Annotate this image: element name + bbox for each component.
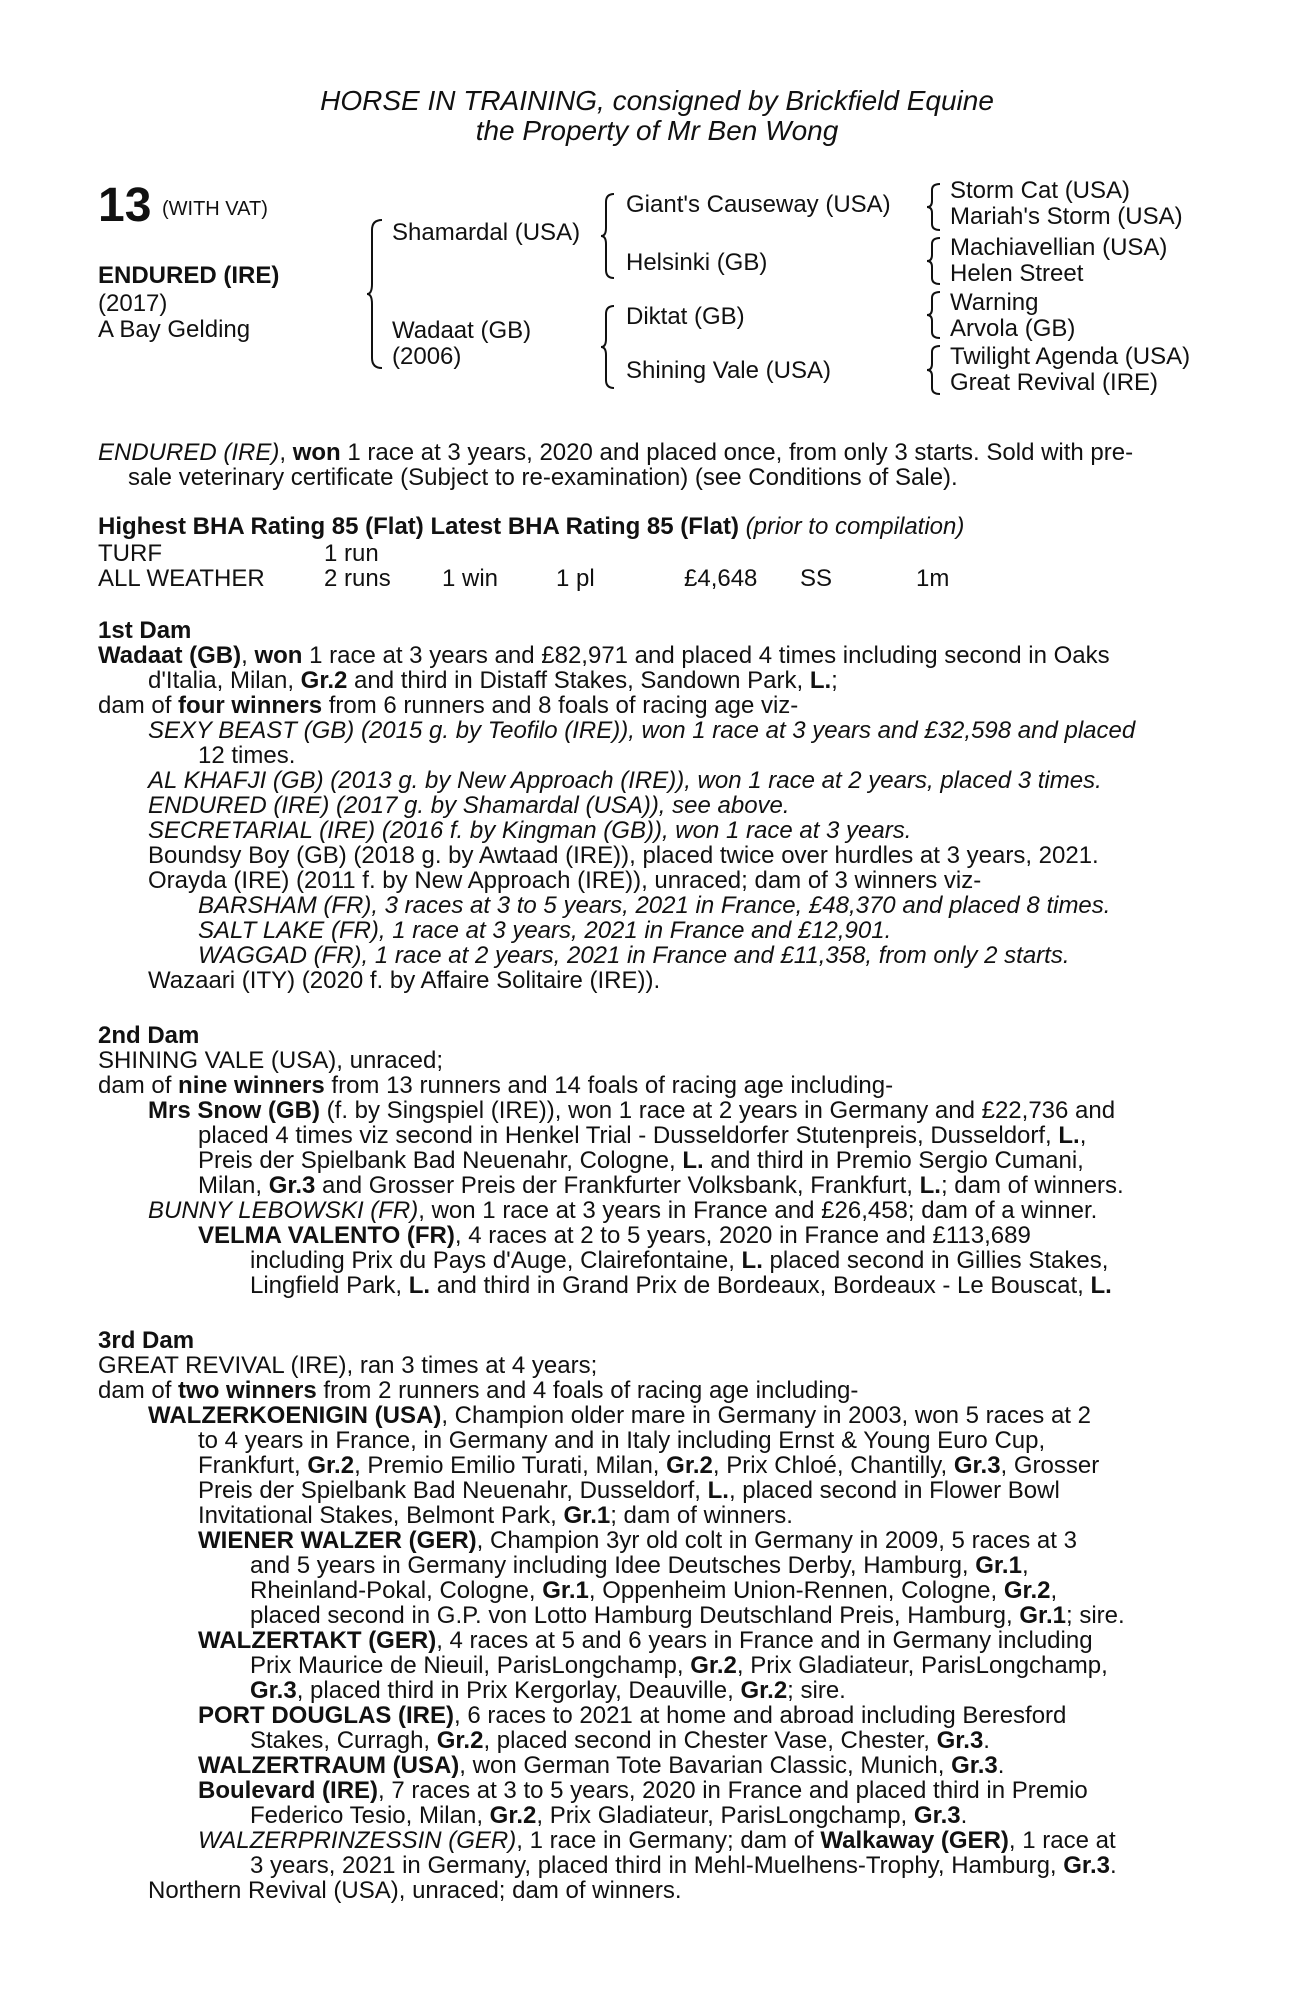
port-douglas-text-2b: , placed second in Chester Vase, Chester, [483,1727,937,1754]
port-douglas-period: . [983,1727,990,1754]
velma-valento-listed-2: L. [408,1272,431,1299]
wiener-walzer-gr2: Gr.2 [1003,1577,1051,1604]
first-dam-winners: four winners [178,692,323,719]
pedigree-g2: Mariah's Storm (USA) [950,203,1183,230]
northern-revival-line: Northern Revival (USA), unraced; dam of winners. [148,1877,682,1904]
walzertakt-line-1 [198,1628,1093,1653]
walzerprinzessin-period: . [1109,1852,1117,1879]
third-dam-heading: 3rd Dam [98,1327,195,1354]
pedigree-g1: Storm Cat (USA) [950,177,1131,204]
mrs-snow-listed-3: L. [919,1172,941,1199]
walzerkoenigin-text-3c: , Prix Chloé, Chantilly, [712,1452,954,1479]
wiener-walzer-line-3: Rheinland-Pokal, Cologne, Gr.1, Oppenheim Union-Rennen, Cologne, Gr.2, [250,1577,1058,1604]
first-dam-won: won [254,642,303,669]
first-dam-text-2b: and third in Distaff Stakes, Sandown Park, [347,667,810,694]
wiener-walzer-gr1-c: Gr.1 [1019,1602,1067,1629]
walzerkoenigin-text-3d: , Grosser [1000,1452,1100,1479]
walzertakt-text-2a: Prix Maurice de Nieuil, ParisLongchamp, [250,1652,691,1679]
boulevard-text-1: , 7 races at 3 to 5 years, 2020 in France and placed third in Premio [378,1777,1088,1804]
mrs-snow-text-1: (f. by Singspiel (IRE)), won 1 race at 2 years in Germany and £22,736 and [320,1097,1116,1124]
walzerkoenigin-line-4 [198,1478,1060,1503]
third-dam-text-2c: from 2 runners and 4 foals of racing age including- [316,1377,859,1404]
velma-valento-text-3b: and third in Grand Prix de Bordeaux, Bordeaux - Le Bouscat, [430,1272,1091,1299]
first-dam-line-2 [148,668,838,693]
wiener-walzer-text-2: and 5 years in Germany including Idee Deutsches Derby, Hamburg, [250,1552,976,1579]
walzerprinzessin-text-1c: , 1 race at [1008,1827,1116,1854]
first-dam-gr2: Gr.2 [300,667,348,694]
first-dam-text-2c: ; [831,667,838,694]
rating-note: (prior to compilation) [745,513,965,540]
walzerkoenigin-listed: L. [707,1477,729,1504]
pedigree-g5: Warning [950,289,1039,316]
pedigree-dam-dam: Shining Vale (USA) [626,357,831,384]
third-dam-line-1: GREAT REVIVAL (IRE), ran 3 times at 4 years; [98,1352,598,1379]
first-dam-line-1: Wadaat (GB), won 1 race at 3 years and £82,971 and placed 4 times including second in Oaks [98,642,1110,669]
horse-name: ENDURED (IRE) [98,262,280,289]
pedigree-g4: Helen Street [950,260,1084,287]
walzerkoenigin-line-1 [148,1403,1091,1428]
port-douglas-line-1 [198,1703,1066,1728]
walzerprinzessin-line-2 [250,1853,1117,1878]
aw-placed: 1 pl [556,565,595,592]
first-dam-line-3 [98,693,798,718]
walzertakt-gr2-b: Gr.2 [740,1677,788,1704]
pedigree-brace-main [366,218,386,370]
aw-label: ALL WEATHER [98,565,265,592]
walzertakt-text-3b: ; sire. [787,1677,846,1704]
walzertakt-text-3a: , placed third in Prix Kergorlay, Deauville, [296,1677,741,1704]
velma-valento-text-3a: Lingfield Park, [250,1272,409,1299]
mrs-snow-line-4 [198,1173,1124,1198]
horse-year: (2017) [98,290,168,317]
wiener-walzer-gr1-b: Gr.1 [542,1577,589,1604]
rating-heading-line [98,514,964,539]
wiener-walzer-line-4 [250,1603,1125,1628]
walzerprinzessin-text-1: , 1 race in Germany; dam of [516,1827,821,1854]
wiener-walzer-text-1: , Champion 3yr old colt in Germany in 2009, 5 races at 3 [476,1527,1077,1554]
walkaway-name: Walkaway (GER) [820,1827,1009,1854]
third-dam-winners: two winners [178,1377,317,1404]
mrs-snow-line-1 [148,1098,1115,1123]
walzerkoenigin-gr3: Gr.3 [953,1452,1001,1479]
walzerprinzessin-line-1 [198,1828,1116,1853]
produce-salt-lake: SALT LAKE (FR), 1 race at 3 years, 2021 in France and £12,901. [198,917,892,944]
boulevard-gr3: Gr.3 [913,1802,961,1829]
second-dam-heading: 2nd Dam [98,1022,200,1049]
port-douglas-name: PORT DOUGLAS (IRE) [198,1702,454,1729]
pedigree-sire-dam: Helsinki (GB) [626,249,768,276]
first-dam-text-1: 1 race at 3 years and £82,971 and placed 4 times including second in Oaks [302,642,1110,669]
pedigree-sire: Shamardal (USA) [392,219,581,246]
aw-surface: SS [800,565,833,592]
third-dam-line-2 [98,1378,858,1403]
aw-money: £4,648 [684,565,758,592]
bunny-lebowski-line [148,1198,1097,1223]
walzerprinzessin-name: WALZERPRINZESSIN (GER) [198,1827,517,1854]
walzertraum-line [198,1753,1004,1778]
walzertraum-gr3: Gr.3 [951,1752,998,1779]
boulevard-text-2b: , Prix Gladiateur, ParisLongchamp, [536,1802,914,1829]
walzerkoenigin-line-3 [198,1453,1099,1478]
pedigree-brace-g3 [926,290,944,340]
produce-orayda: Orayda (IRE) (2011 f. by New Approach (IRE)), unraced; dam of 3 winners viz- [148,867,982,894]
walzertakt-line-3 [250,1678,846,1703]
walzerkoenigin-text-4b: , placed second in Flower Bowl [728,1477,1060,1504]
walzertraum-period: . [997,1752,1005,1779]
mrs-snow-name: Mrs Snow (GB) [148,1097,320,1124]
walzerprinzessin-gr3: Gr.3 [1063,1852,1110,1879]
mrs-snow-listed-2: L. [682,1147,704,1174]
walzertakt-gr3: Gr.3 [250,1677,297,1704]
second-dam-line-2 [98,1073,893,1098]
mrs-snow-text-2: placed 4 times viz second in Henkel Trial - Dusseldorfer Stutenpreis, Dusseldorf, [198,1122,1059,1149]
horse-description: A Bay Gelding [98,316,251,343]
walzertakt-text-2b: , Prix Gladiateur, ParisLongchamp, [736,1652,1108,1679]
summary-text-1: 1 race at 3 years, 2020 and placed once, from only 3 starts. Sold with pre- [340,439,1134,466]
boulevard-line-2 [250,1803,967,1828]
aw-distance: 1m [916,565,950,592]
pedigree-g7: Twilight Agenda (USA) [950,343,1191,370]
velma-valento-line-1 [198,1223,1031,1248]
pedigree-g3: Machiavellian (USA) [950,234,1168,261]
third-dam-text-2a: dam of [98,1377,179,1404]
mrs-snow-text-4c: and Grosser Preis der Frankfurter Volksbank, Frankfurt, [315,1172,920,1199]
walzerkoenigin-line-5 [198,1503,793,1528]
pedigree-dam: Wadaat (GB) [392,317,532,344]
pedigree-brace-dam [600,304,618,390]
first-dam-listed: L. [809,667,832,694]
velma-valento-listed-3: L. [1090,1272,1112,1299]
walzerkoenigin-text-1: , Champion older mare in Germany in 2003, won 5 races at 2 [441,1402,1091,1429]
walzerprinzessin-text-2: 3 years, 2021 in Germany, placed third in Mehl-Muelhens-Trophy, Hamburg, [250,1852,1064,1879]
second-dam-text-2c: from 13 runners and 14 foals of racing age including- [324,1072,894,1099]
first-dam-text-3a: dam of [98,692,179,719]
pedigree-brace-g2 [926,236,944,286]
walzerkoenigin-text-3b: , Premio Emilio Turati, Milan, [354,1452,667,1479]
produce-sexy-beast: SEXY BEAST (GB) (2015 g. by Teofilo (IRE)), won 1 race at 3 years and £32,598 and placed [148,717,1136,744]
second-dam-text-2a: dam of [98,1072,179,1099]
wiener-walzer-gr1-a: Gr.1 [975,1552,1022,1579]
pedigree-dam-sire: Diktat (GB) [626,303,745,330]
wiener-walzer-text-3b: , Oppenheim Union-Rennen, Cologne, [588,1577,1004,1604]
produce-secretarial: SECRETARIAL (IRE) (2016 f. by Kingman (GB)), won 1 race at 3 years. [148,817,912,844]
mrs-snow-text-3a: Preis der Spielbank Bad Neuenahr, Cologne, [198,1147,683,1174]
walzerkoenigin-gr1: Gr.1 [563,1502,611,1529]
summary-line-1: ENDURED (IRE), won 1 race at 3 years, 2020 and placed once, from only 3 starts. Sold with pre- [98,439,1134,466]
pedigree-g8: Great Revival (IRE) [950,369,1159,396]
walzerkoenigin-text-5a: Invitational Stakes, Belmont Park, [198,1502,564,1529]
velma-valento-line-3 [250,1273,1112,1298]
mrs-snow-text-4a: Milan, [198,1172,269,1199]
walzerkoenigin-gr2-a: Gr.2 [307,1452,355,1479]
mrs-snow-gr3: Gr.3 [268,1172,316,1199]
lot-number: 13 [98,179,152,232]
walzerkoenigin-text-5b: ; dam of winners. [610,1502,793,1529]
walzertakt-text-1: , 4 races at 5 and 6 years in France and in Germany including [436,1627,1093,1654]
pedigree-sire-sire: Giant's Causeway (USA) [626,191,891,218]
summary-won: won [292,439,341,466]
pedigree-brace-g1 [926,182,944,232]
wiener-walzer-line-2: and 5 years in Germany including Idee Deutsches Derby, Hamburg, Gr.1, [250,1552,1029,1579]
port-douglas-gr3: Gr.3 [936,1727,984,1754]
walzertakt-line-2 [250,1653,1108,1678]
turf-runs: 1 run [324,540,379,567]
velma-valento-text-2a: including Prix du Pays d'Auge, Clairefontaine, [250,1247,742,1274]
pedigree-brace-g4 [926,344,944,396]
port-douglas-text-2a: Stakes, Curragh, [250,1727,437,1754]
produce-al-khafji: AL KHAFJI (GB) (2013 g. by New Approach (IRE)), won 1 race at 2 years, placed 3 times. [148,767,1102,794]
produce-endured: ENDURED (IRE) (2017 g. by Shamardal (USA)), see above. [148,792,790,819]
port-douglas-line-2 [250,1728,990,1753]
first-dam-text-3c: from 6 runners and 8 foals of racing age viz- [322,692,799,719]
velma-valento-line-2 [250,1248,1108,1273]
mrs-snow-line-2: placed 4 times viz second in Henkel Trial - Dusseldorfer Stutenpreis, Dusseldorf, L., [198,1122,1087,1149]
port-douglas-gr2: Gr.2 [436,1727,484,1754]
velma-valento-listed-1: L. [741,1247,763,1274]
pedigree-dam-year: (2006) [392,343,462,370]
walzertraum-text: , won German Tote Bavarian Classic, Munich, [459,1752,952,1779]
turf-label: TURF [98,540,162,567]
walzerkoenigin-line-2: to 4 years in France, in Germany and in Italy including Ernst & Young Euro Cup, [198,1427,1046,1454]
wiener-walzer-text-4b: ; sire. [1066,1602,1125,1629]
aw-wins: 1 win [442,565,499,592]
wiener-walzer-name: WIENER WALZER (GER) [198,1527,477,1554]
produce-wazaari: Wazaari (ITY) (2020 f. by Affaire Solitaire (IRE)). [148,967,661,994]
boulevard-period: . [960,1802,968,1829]
bunny-lebowski-name: BUNNY LEBOWSKI (FR) [148,1197,419,1224]
mrs-snow-text-3b: and third in Premio Sergio Cumani, [703,1147,1084,1174]
wiener-walzer-text-4a: placed second in G.P. von Lotto Hamburg Deutschland Preis, Hamburg, [250,1602,1020,1629]
mrs-snow-line-3 [198,1148,1084,1173]
first-dam-name: Wadaat (GB) [98,642,242,669]
lot-vat: (WITH VAT) [162,198,268,220]
produce-waggad: WAGGAD (FR), 1 race at 2 years, 2021 in France and £11,358, from only 2 starts. [198,942,1070,969]
boulevard-name: Boulevard (IRE) [198,1777,379,1804]
summary-line-2: sale veterinary certificate (Subject to re-examination) (see Conditions of Sale). [128,464,958,491]
header-line-2: the Property of Mr Ben Wong [475,115,839,146]
summary-horse-name: ENDURED (IRE) [98,439,280,466]
rating-heading: Highest BHA Rating 85 (Flat) Latest BHA Rating 85 (Flat) [98,513,739,540]
first-dam-text-2a: d'Italia, Milan, [148,667,301,694]
velma-valento-text-2b: placed second in Gillies Stakes, [762,1247,1109,1274]
boulevard-gr2: Gr.2 [489,1802,537,1829]
first-dam-heading: 1st Dam [98,617,192,644]
produce-boundsy-boy: Boundsy Boy (GB) (2018 g. by Awtaad (IRE)), placed twice over hurdles at 3 years, 2021. [148,842,1099,869]
walzerkoenigin-name: WALZERKOENIGIN (USA) [148,1402,442,1429]
walzerkoenigin-text-3a: Frankfurt, [198,1452,308,1479]
pedigree-g6: Arvola (GB) [950,315,1076,342]
velma-valento-name: VELMA VALENTO (FR) [198,1222,455,1249]
bunny-lebowski-text: , won 1 race at 3 years in France and £26,458; dam of a winner. [418,1197,1098,1224]
wiener-walzer-text-3a: Rheinland-Pokal, Cologne, [250,1577,543,1604]
header-line-1: HORSE IN TRAINING, consigned by Brickfield Equine [320,85,994,116]
walzertraum-name: WALZERTRAUM (USA) [198,1752,460,1779]
produce-sexy-beast-cont: 12 times. [198,742,296,769]
second-dam-winners: nine winners [178,1072,325,1099]
mrs-snow-text-4d: ; dam of winners. [940,1172,1124,1199]
walzerkoenigin-gr2-b: Gr.2 [666,1452,713,1479]
wiener-walzer-line-1 [198,1528,1077,1553]
pedigree-brace-sire [600,192,618,280]
walzerkoenigin-text-4a: Preis der Spielbank Bad Neuenahr, Dusseldorf, [198,1477,708,1504]
walzertakt-name: WALZERTAKT (GER) [198,1627,437,1654]
boulevard-text-2a: Federico Tesio, Milan, [250,1802,490,1829]
mrs-snow-listed-1: L. [1058,1122,1080,1149]
second-dam-line-1: SHINING VALE (USA), unraced; [98,1047,443,1074]
walzertakt-gr2-a: Gr.2 [690,1652,737,1679]
port-douglas-text-1: , 6 races to 2021 at home and abroad including Beresford [454,1702,1067,1729]
produce-barsham: BARSHAM (FR), 3 races at 3 to 5 years, 2021 in France, £48,370 and placed 8 times. [198,892,1111,919]
velma-valento-text-1: , 4 races at 2 to 5 years, 2020 in France and £113,689 [454,1222,1031,1249]
boulevard-line-1 [198,1778,1088,1803]
aw-runs: 2 runs [324,565,391,592]
